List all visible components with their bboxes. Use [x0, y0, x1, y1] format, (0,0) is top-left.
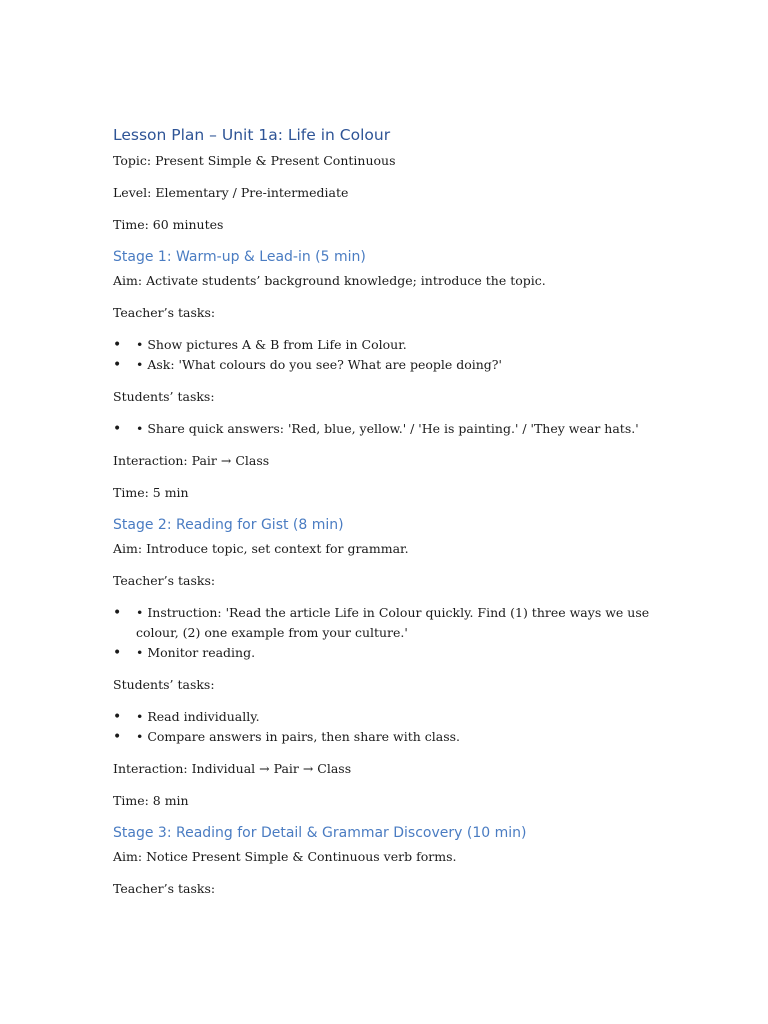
stage1-students-list — [113, 419, 673, 439]
bullet-icon: • — [113, 729, 122, 745]
list-item-text: • Show pictures A & B from Life in Colour. — [136, 337, 407, 352]
stage2-teacher-label: Teacher’s tasks: — [113, 573, 216, 588]
document-title: Lesson Plan – Unit 1a: Life in Colour — [113, 126, 391, 144]
list-item — [113, 419, 673, 439]
stage2-teacher-list — [113, 603, 673, 663]
bullet-icon: • — [113, 709, 122, 725]
stage1-interaction: Interaction: Pair → Class — [113, 453, 270, 468]
stage1-time: Time: 5 min — [113, 485, 189, 500]
list-item-text: • Share quick answers: 'Red, blue, yellow.' / 'He is painting.' / 'They wear hats.' — [136, 421, 639, 436]
list-item — [113, 643, 673, 663]
bullet-icon: • — [113, 421, 122, 437]
list-item — [113, 603, 673, 643]
list-item — [113, 707, 673, 727]
topic-line: Topic: Present Simple & Present Continuous — [113, 153, 396, 168]
bullet-icon: • — [113, 645, 122, 661]
time-line: Time: 60 minutes — [113, 217, 224, 232]
stage3-aim: Aim: Notice Present Simple & Continuous verb forms. — [113, 849, 457, 864]
list-item — [113, 335, 673, 355]
stage2-time: Time: 8 min — [113, 793, 189, 808]
list-item-text: • Monitor reading. — [136, 645, 256, 660]
list-item-text: • Ask: 'What colours do you see? What are people doing?' — [136, 357, 502, 372]
list-item-text: • Instruction: 'Read the article Life in Colour quickly. Find (1) three ways we use colour, (2) one example from your culture.' — [136, 605, 650, 640]
list-item — [113, 355, 673, 375]
stage2-interaction: Interaction: Individual → Pair → Class — [113, 761, 352, 776]
stage1-teacher-label: Teacher’s tasks: — [113, 305, 216, 320]
stage1-students-label: Students’ tasks: — [113, 389, 215, 404]
bullet-icon: • — [113, 357, 122, 373]
level-line: Level: Elementary / Pre-intermediate — [113, 185, 349, 200]
stage3-teacher-label: Teacher’s tasks: — [113, 881, 216, 896]
stage2-students-list — [113, 707, 673, 747]
stage1-aim: Aim: Activate students’ background knowledge; introduce the topic. — [113, 273, 546, 288]
stage2-students-label: Students’ tasks: — [113, 677, 215, 692]
list-item — [113, 727, 673, 747]
bullet-icon: • — [113, 605, 122, 621]
bullet-icon: • — [113, 337, 122, 353]
list-item-text: • Read individually. — [136, 709, 260, 724]
stage3-heading: Stage 3: Reading for Detail & Grammar Discovery (10 min) — [113, 825, 527, 841]
stage2-heading: Stage 2: Reading for Gist (8 min) — [113, 517, 344, 533]
stage1-teacher-list — [113, 335, 673, 375]
stage2-aim: Aim: Introduce topic, set context for grammar. — [113, 541, 409, 556]
document-body — [113, 124, 673, 911]
stage1-heading: Stage 1: Warm-up & Lead-in (5 min) — [113, 249, 366, 265]
list-item-text: • Compare answers in pairs, then share with class. — [136, 729, 461, 744]
